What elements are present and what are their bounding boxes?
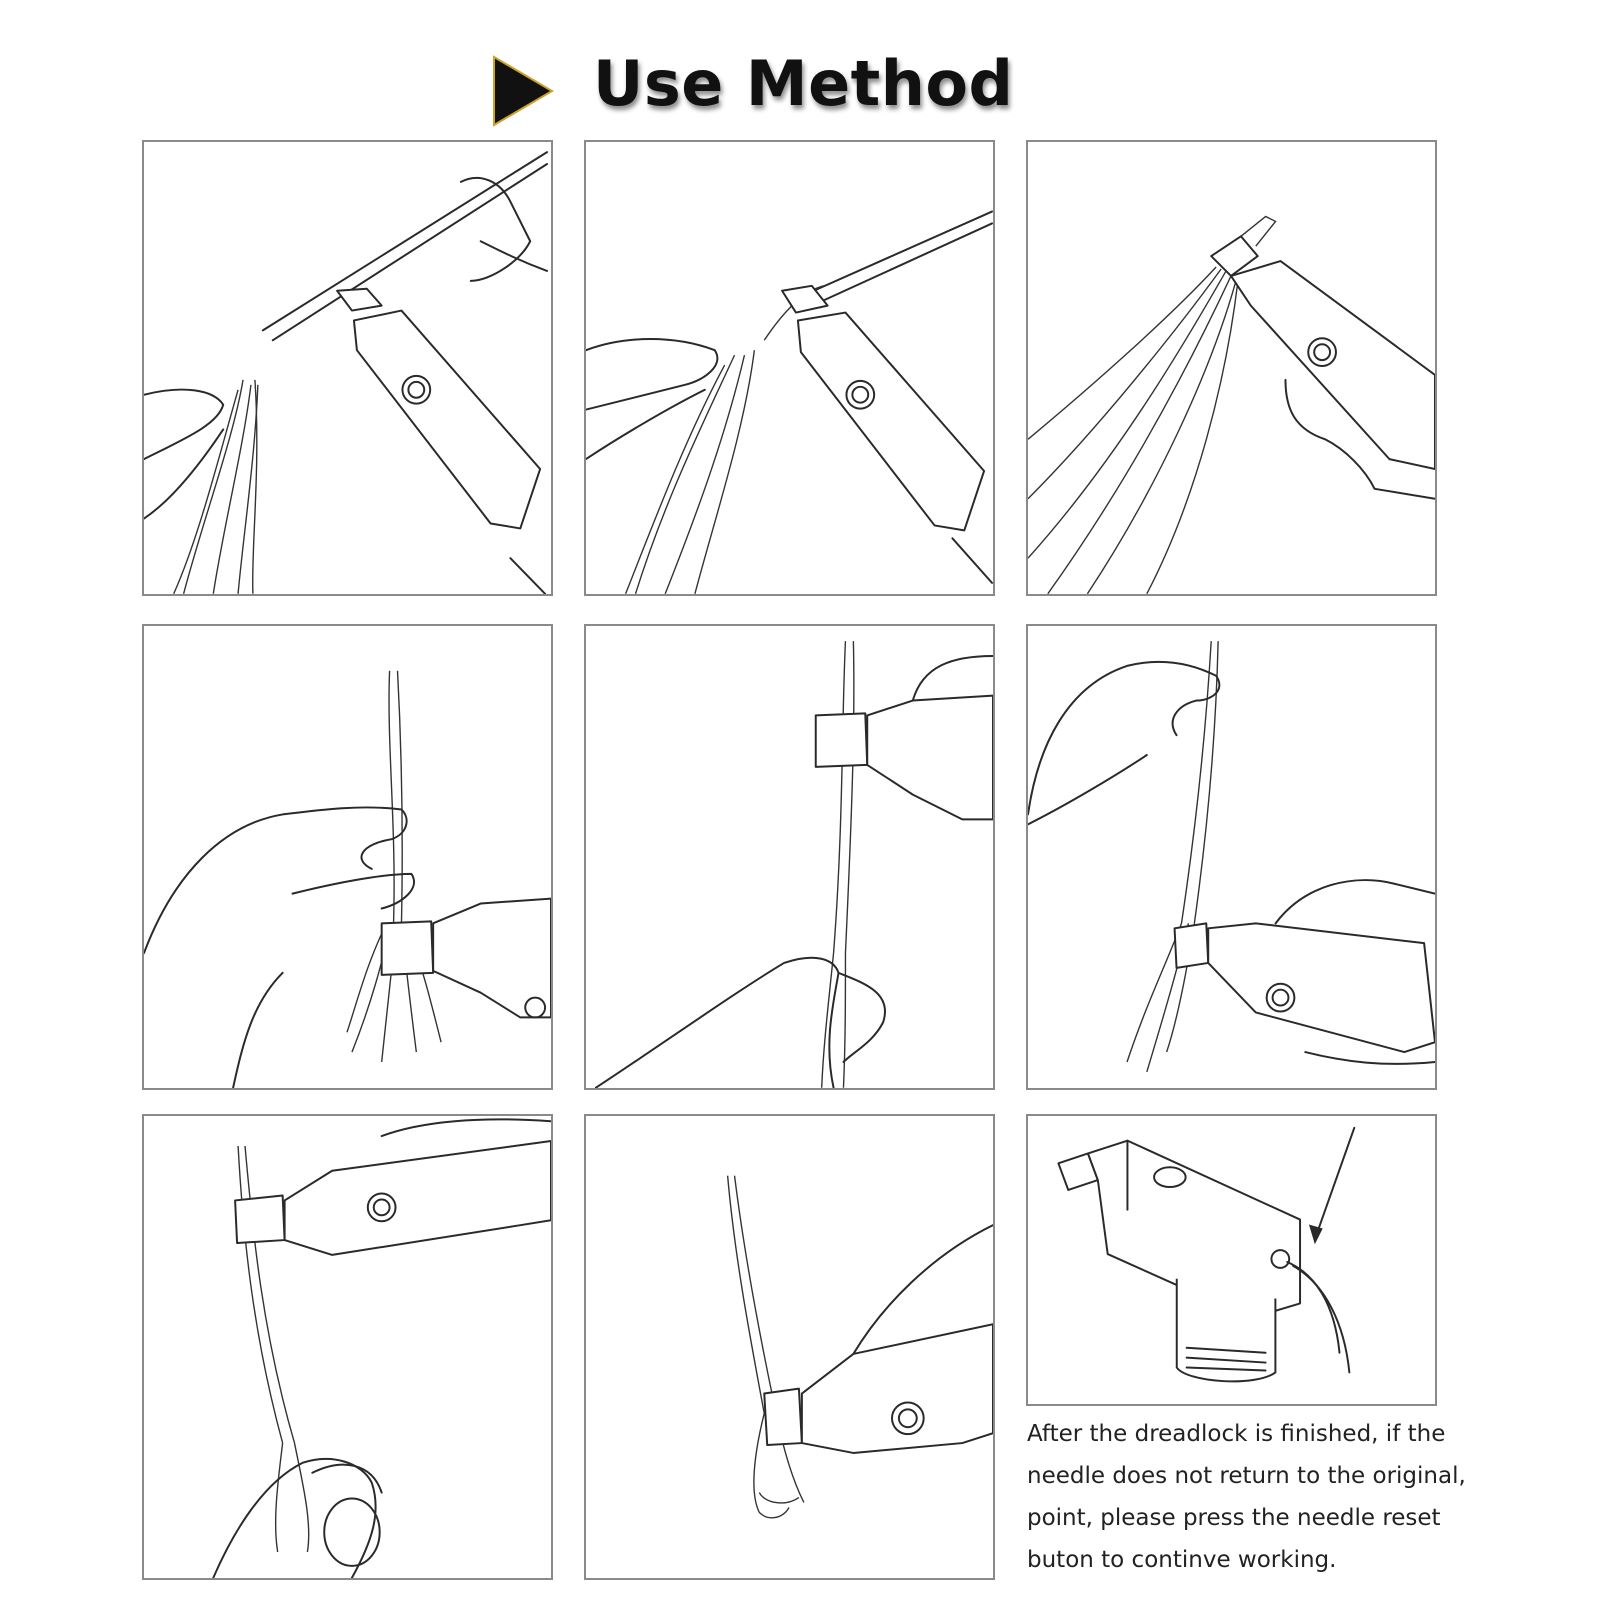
tool-moving-up-hair-icon [586, 142, 993, 594]
page-title: Use Method [593, 47, 1014, 120]
hand-at-tip-tool-at-root-icon [1028, 626, 1435, 1088]
device-reset-button-arrow-icon [1028, 1116, 1435, 1404]
step-panel-6 [1026, 624, 1437, 1090]
step-panel-7 [142, 1114, 553, 1580]
note-line: buton to continve working. [1027, 1547, 1337, 1573]
step-panel-8 [584, 1114, 995, 1580]
tool-at-root-finished-lock-icon [586, 1116, 993, 1578]
tool-guiding-hair-icon [144, 142, 551, 594]
step-panel-1 [142, 140, 553, 596]
play-triangle-icon [492, 55, 554, 127]
note-line: After the dreadlock is finished, if the [1027, 1421, 1446, 1447]
tool-on-lock-hand-below-icon [586, 626, 993, 1088]
step-panel-4 [142, 624, 553, 1090]
header [0, 25, 1600, 120]
note-line: point, please press the needle reset [1027, 1505, 1441, 1531]
reset-instruction-text [1027, 1413, 1487, 1581]
tool-near-tip-icon [1028, 142, 1435, 594]
hand-holding-lock-tool-at-root-icon [144, 626, 551, 1088]
step-panel-9 [1026, 1114, 1437, 1406]
tool-at-top-hand-rolling-root-icon [144, 1116, 551, 1578]
step-panel-2 [584, 140, 995, 596]
step-panel-3 [1026, 140, 1437, 596]
step-panel-5 [584, 624, 995, 1090]
note-line: needle does not return to the original, [1027, 1463, 1466, 1489]
